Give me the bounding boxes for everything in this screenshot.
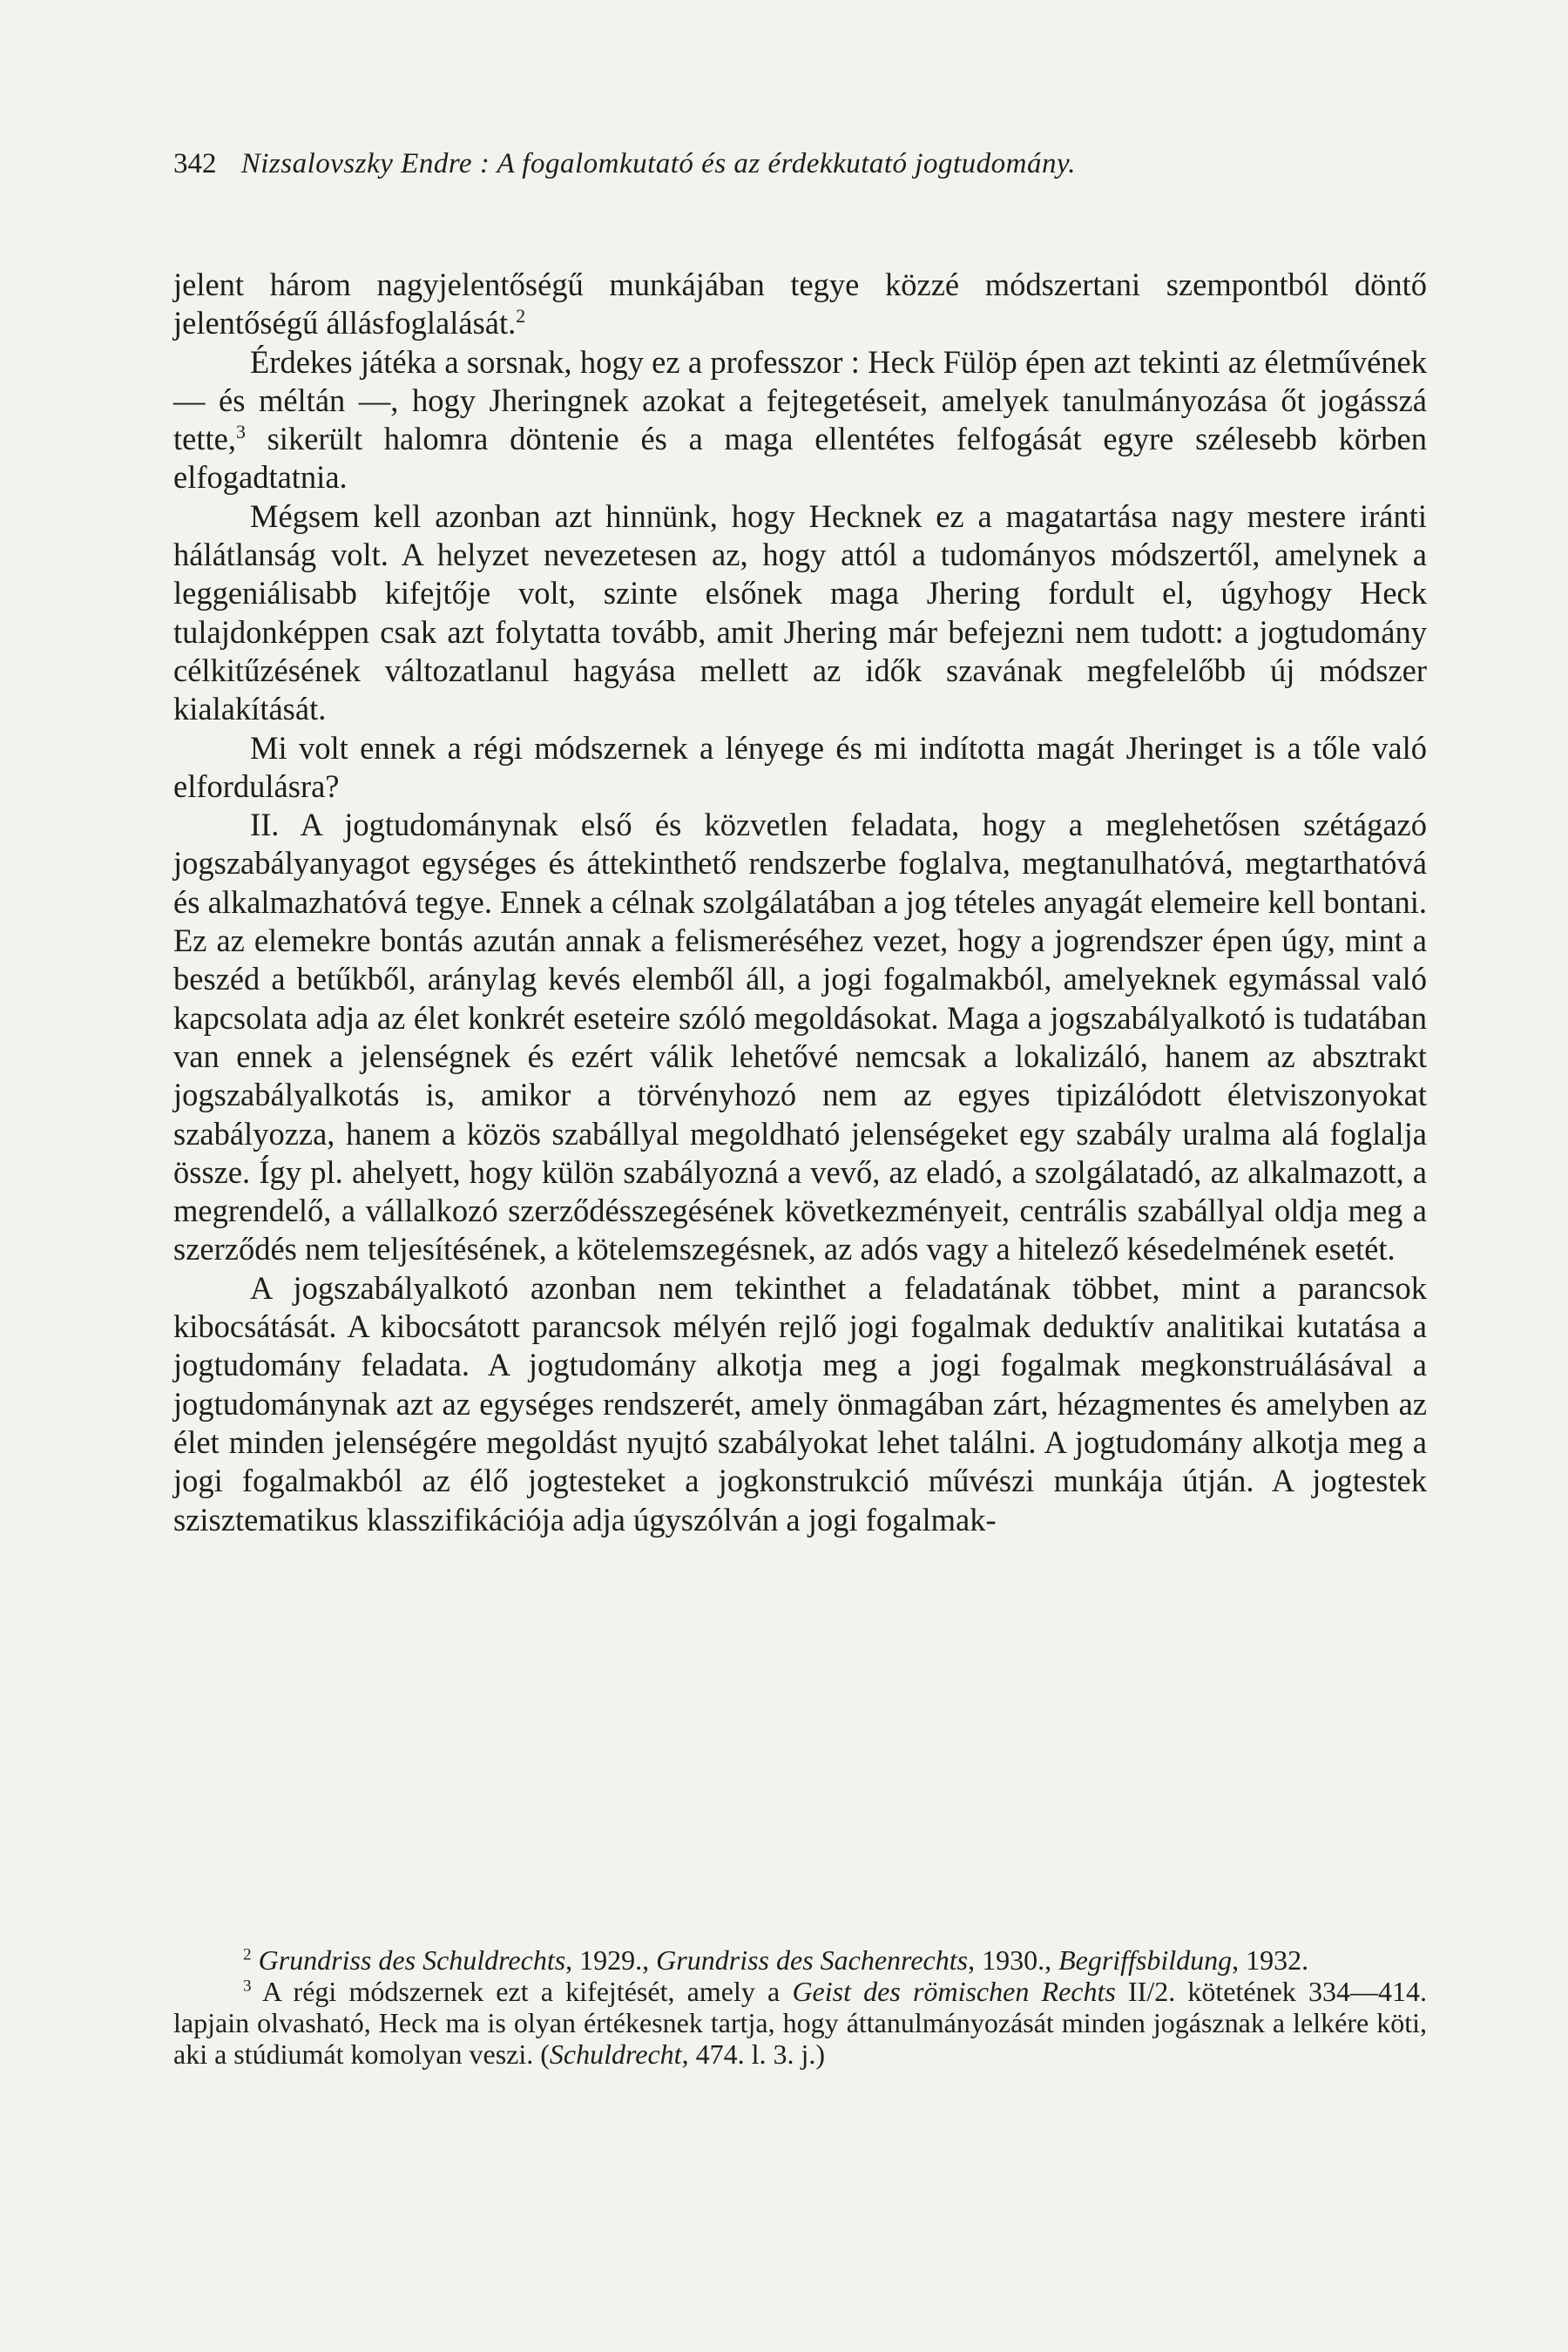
paragraph-2-text-b: sikerült halomra döntenie és a maga ellentétes felfogását egyre szélesebb körben elfogadtatnia. [173, 421, 1427, 496]
paragraph-5: II. A jogtudománynak első és közvetlen feladata, hogy a meglehetősen szétágazó jogszabályanyagot egységes és áttekinthető rendszerbe foglalva, megtanulhatóvá, megtarthatóvá és alkalmazhatóvá tegye. Ennek a célnak szolgálatában a jog tételes anyagát elemeire kell bontani. Ez az elemekre bontás azután annak a felismeréséhez vezet, hogy a jogrendszer épen úgy, mint a beszéd a betűkből, aránylag kevés elemből áll, a jogi fogalmakból, amelyeknek egymással való kapcsolata adja az élet konkrét eseteire szóló megoldásokat. Maga a jogszabályalkotó is tudatában van ennek a jelenségnek és ezért válik lehetővé nemcsak a lokalizáló, hanem az absztrakt jogszabályalkotás is, amikor a törvényhozó nem az egyes tipizálódott életviszonyokat szabályozza, hanem a közös szabállyal megoldható jelenségeket egy szabály uralma alá foglalja össze. Így pl. ahelyett, hogy külön szabályozná a vevő, az eladó, a szolgálatadó, az alkalmazott, a megrendelő, a vállalkozó szerződésszegésének következményeit, centrális szabállyal oldja meg a szerződés nem teljesítésének, a kötelemszegésnek, az adós vagy a hitelező késedelmének esetét. [173, 807, 1427, 1267]
footnotes [173, 1944, 1427, 2070]
paragraph-2-text-a: Érdekes játéka a sorsnak, hogy ez a professzor : Heck Fülöp épen azt tekinti az életművének — és méltán —, hogy Jheringnek azokat a fejtegetéseit, amelyek tanulmányozása őt jogásszá tette, [173, 343, 1427, 457]
footnote-3-text-2: II/2. kötetének 334—414. lapjain olvasható, Heck ma is olyan értékesnek tartja, hogy áttanulmányozását minden jogásznak a lelkére köti, aki a stúdiumát komolyan veszi. ( [173, 1976, 1428, 2070]
paragraph-3: Mégsem kell azonban azt hinnünk, hogy Hecknek ez a magatartása nagy mestere iránti hálátlanság volt. A helyzet nevezetesen az, hogy attól a tudományos módszertől, amelynek a leggeniálisabb kifejtője volt, szinte elsőnek maga Jhering fordult el, úgyhogy Heck tulajdonképpen csak azt folytatta tovább, amit Jhering már befejezni nem tudott: a jogtudomány célkitűzésének változatlanul hagyása mellett az idők szavának megfelelőbb új módszer kialakítását. [173, 497, 1427, 727]
paragraph-4: Mi volt ennek a régi módszernek a lényege és mi indította magát Jheringet is a tőle való elfordulásra? [173, 729, 1427, 804]
footnote-2-title-1: Grundriss des Schuldrechts [258, 1944, 566, 1976]
paragraph-1 [173, 266, 1427, 343]
footnote-2 [173, 1944, 1427, 1976]
footnote-2-title-2: Grundriss des Sachenrechts [656, 1944, 969, 1976]
footnote-ref-3: 3 [235, 421, 246, 443]
footnote-2-marker: 2 [243, 1945, 252, 1964]
footnote-3-end: , 474. l. 3. j.) [681, 2038, 825, 2070]
paragraph-2 [173, 343, 1427, 497]
footnote-2-end: , 1932. [1232, 1944, 1309, 1976]
paragraph-1-text: jelent három nagyjelentőségű munkájában tegye közzé módszertani szempontból döntő jelentőségű állásfoglalását. [173, 267, 1427, 341]
main-text [173, 266, 1427, 1539]
footnote-2-title-3: Begriffsbildung [1058, 1944, 1233, 1976]
footnote-3-title: Geist des römischen Rechts [792, 1976, 1116, 2007]
footnote-ref-2: 2 [516, 305, 526, 328]
footnote-3-cite: Schuldrecht [549, 2038, 682, 2070]
footnote-3-marker: 3 [243, 1977, 252, 1996]
footnote-2-sep-1: , 1929., [565, 1944, 657, 1976]
footnote-3 [173, 1976, 1427, 2070]
paragraph-6: A jogszabályalkotó azonban nem tekinthet a feladatának többet, mint a parancsok kibocsátását. A kibocsátott parancsok mélyén rejlő jogi fogalmak deduktív analitikai kutatása a jogtudomány feladata. A jogtudomány alkotja meg a jogi fogalmak megkonstruálásával a jogtudománynak azt az egységes rendszerét, amely önmagában zárt, hézagmentes és amelyben az élet minden jelenségére megoldást nyujtó szabályokat lehet találni. A jogtudomány alkotja meg a jogi fogalmakból az élő jogtesteket a jogkonstrukció művészi munkája útján. A jogtestek szisztematikus klasszifikációja adja úgyszólván a jogi fogalmak- [173, 1269, 1427, 1538]
running-title: Nizsalovszky Endre : A fogalomkutató és az érdekkutató jogtudomány. [240, 148, 1077, 179]
running-header [173, 146, 1410, 181]
page-number: 342 [173, 148, 217, 179]
footnote-2-sep-2: , 1930., [968, 1944, 1059, 1976]
footnote-3-text-1: A régi módszernek ezt a kifejtését, amely a [251, 1976, 793, 2007]
